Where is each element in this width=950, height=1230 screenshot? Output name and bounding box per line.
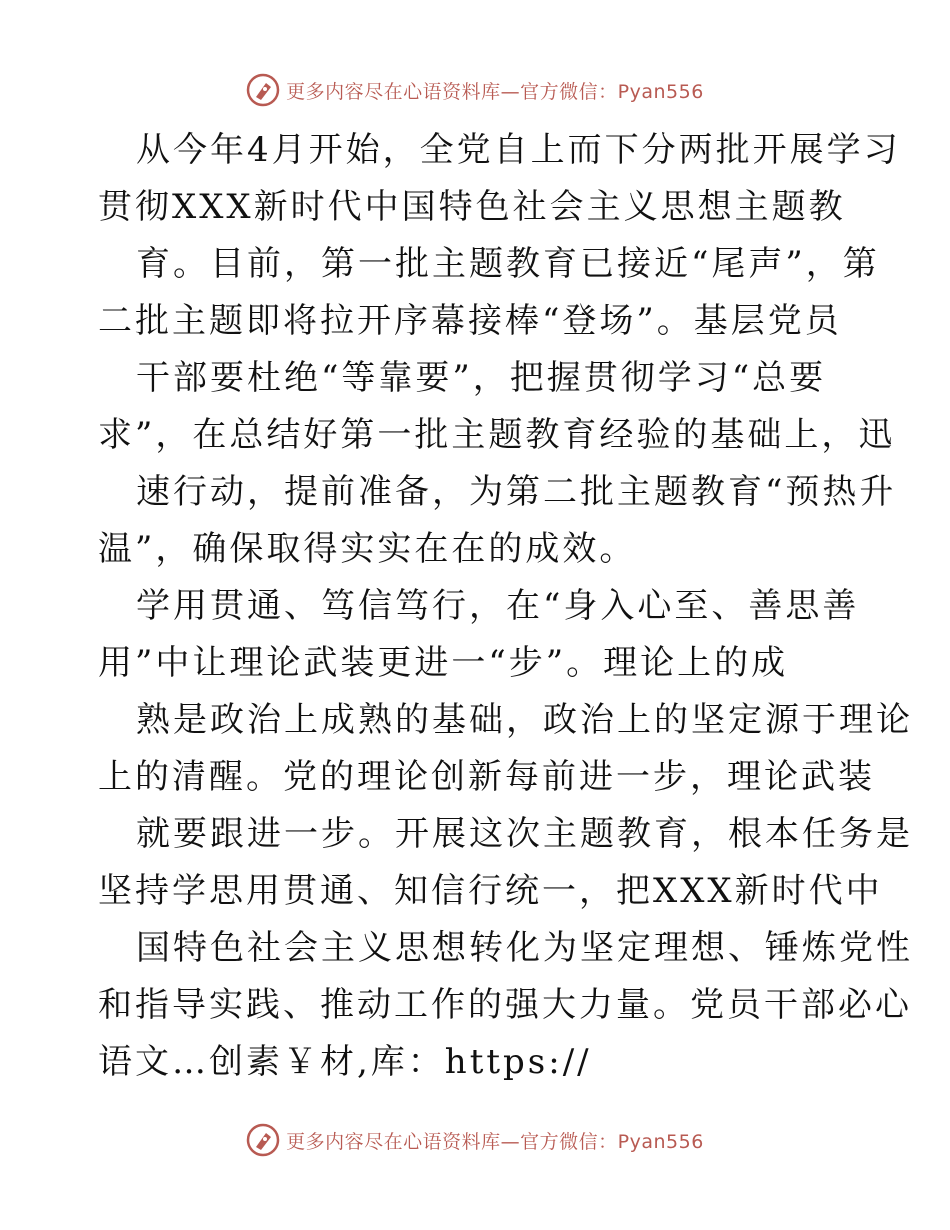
text-line: 干部要杜绝“等靠要”，把握贯彻学习“总要 <box>136 358 827 398</box>
text-line: 上的清醒。党的理论创新每前进一步，理论武装 <box>98 757 875 797</box>
text-line: 语文…创素￥材,库：https:// <box>98 1042 592 1082</box>
watermark-text: 更多内容尽在心语资料库—官方微信：Pyan556 <box>286 1130 704 1153</box>
text-line: 从今年4月开始，全党自上而下分两批开展学习 <box>136 130 901 170</box>
text-line: 坚持学思用贯通、知信行统一，把XXX新时代中 <box>98 871 883 911</box>
pen-nib-logo-icon <box>246 73 280 107</box>
pen-nib-logo-icon <box>246 1123 280 1157</box>
text-line: 贯彻XXX新时代中国特色社会主义思想主题教 <box>98 187 846 227</box>
text-line: 温”，确保取得实实在在的成效。 <box>98 529 637 569</box>
footer-watermark <box>0 1120 950 1160</box>
text-line: 求”，在总结好第一批主题教育经验的基础上，迅 <box>98 415 896 455</box>
watermark-text: 更多内容尽在心语资料库—官方微信：Pyan556 <box>286 80 704 103</box>
text-line: 用”中让理论武装更进一“步”。理论上的成 <box>98 643 789 683</box>
text-line: 速行动，提前准备，为第二批主题教育“预热升 <box>136 472 897 512</box>
text-line: 国特色社会主义思想转化为坚定理想、锤炼党性 <box>136 928 913 968</box>
text-line: 熟是政治上成熟的基础，政治上的坚定源于理论 <box>136 700 913 740</box>
header-watermark <box>0 70 950 110</box>
text-line: 和指导实践、推动工作的强大力量。党员干部必心 <box>98 985 912 1025</box>
text-line: 就要跟进一步。开展这次主题教育，根本任务是 <box>136 814 913 854</box>
text-line: 育。目前，第一批主题教育已接近“尾声”，第 <box>136 244 880 284</box>
text-line: 二批主题即将拉开序幕接棒“登场”。基层党员 <box>98 301 842 341</box>
text-line: 学用贯通、笃信笃行，在“身入心至、善思善 <box>136 586 860 626</box>
